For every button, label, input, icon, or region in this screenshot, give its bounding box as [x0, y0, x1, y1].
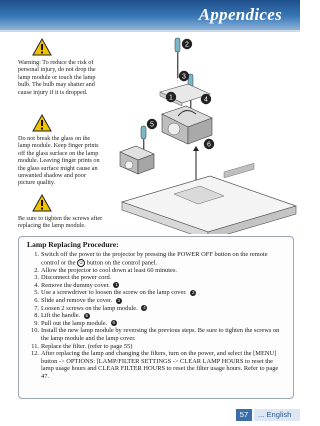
callout-marker-2: [182, 39, 192, 49]
procedure-step: [27, 251, 287, 267]
warning-note-2: [18, 114, 104, 187]
warning-text: Do not break the glass on the lamp module. Keep finger prints off the glass surface on the lamp module. Leaving finger prints on the glass surface might cause an unwanted shadow and poor picture quality.: [18, 135, 100, 187]
language-label: ... English: [254, 409, 300, 421]
step-text: Slide and remove the cover.: [41, 297, 113, 305]
lamp-replacement-illustration: [112, 34, 302, 234]
step-number: 5.: [34, 289, 39, 297]
warning-note-3: [18, 194, 104, 230]
header-divider: [0, 30, 300, 32]
svg-text:5: 5: [150, 121, 154, 129]
power-icon: ⏻: [77, 259, 85, 267]
step-number: 9.: [34, 319, 39, 327]
procedure-step: [27, 350, 287, 380]
step-marker: 5: [85, 312, 89, 318]
procedure-step: [27, 327, 287, 342]
svg-text:3: 3: [182, 73, 186, 81]
step-text: Lift the handle.: [41, 312, 81, 320]
step-text: button on the control panel.: [86, 259, 158, 267]
step-number: 8.: [34, 312, 39, 320]
procedure-steps: [27, 251, 287, 381]
warning-note-1: [18, 38, 104, 96]
callout-marker-3: [179, 71, 189, 81]
procedure-step: [27, 305, 287, 313]
procedure-title: Lamp Replacing Procedure:: [27, 240, 119, 249]
step-number: 6.: [34, 297, 39, 305]
warning-text: Warning: To reduce the risk of personal injury, do not drop the lamp module or touch the lamp bulb. The bulb may shatter and cause injury if it is dropped.: [18, 59, 96, 96]
step-marker: 3: [117, 297, 121, 303]
procedure-step: [27, 289, 287, 297]
warning-icon: [32, 114, 52, 132]
warning-text: Be sure to tighten the screws after replacing the lamp module.: [18, 215, 103, 230]
step-marker: 4: [143, 305, 146, 311]
callout-marker-6: [204, 139, 214, 149]
procedure-step: [27, 320, 287, 328]
step-text: Pull out the lamp module.: [41, 319, 108, 327]
lamp-module: [162, 106, 212, 144]
procedure-step: [27, 267, 287, 275]
svg-text:6: 6: [207, 141, 211, 149]
projector-body: [122, 163, 296, 234]
step-number: 1.: [34, 251, 39, 258]
procedure-step: [27, 282, 287, 290]
callout-marker-5: [147, 119, 157, 129]
step-number: 10.: [31, 327, 39, 335]
step-marker: 6: [112, 320, 116, 326]
callout-marker-4: [201, 94, 211, 104]
step-number: 11.: [31, 342, 39, 350]
header-bar: [0, 0, 300, 30]
step-marker: 1: [115, 282, 118, 288]
svg-text:1: 1: [169, 94, 173, 102]
step-text: Switch off the power to the projector by pressing the POWER OFF button on the remote control or the: [41, 251, 268, 267]
step-text: Disconnect the power cord.: [41, 274, 112, 282]
step-marker: 2: [192, 289, 195, 295]
lamp-procedure-box: [18, 236, 294, 399]
step-number: 4.: [34, 281, 39, 289]
step-text: After replacing the lamp and changing the filters, turn on the power, and select the [MENU] button -> OPTIONS: [LAMP/FILTER SETTINGS -> CLEAR LAMP HOURS to reset the lamp usage hours and CLEAR FILTER HOURS to reset the filter usage hours. Refer to page 47.: [41, 350, 279, 380]
step-text: Loosen 2 screws on the lamp module.: [41, 304, 138, 312]
step-text: Replace the filter. (refer to page 55): [41, 342, 133, 350]
step-text: Remove the dummy cover.: [41, 281, 110, 289]
callout-marker-1: [166, 92, 176, 102]
warning-icon: [32, 38, 52, 56]
step-number: 7.: [34, 304, 39, 312]
procedure-step: [27, 274, 287, 282]
step-number: 12.: [31, 350, 39, 358]
page-number: 57: [236, 409, 252, 421]
procedure-step: [27, 297, 287, 305]
page-title: Appendices: [198, 5, 282, 24]
step-text: Use a screwdriver to loosen the screw on the lamp cover.: [41, 289, 187, 297]
step-text: Install the new lamp module by reversing the previous steps. Be sure to tighten the screws on the lamp module and the lamp cover.: [41, 327, 280, 342]
step-number: 3.: [34, 274, 39, 282]
warning-icon: [32, 194, 52, 212]
removed-lamp: [120, 146, 154, 174]
svg-text:2: 2: [185, 41, 189, 49]
procedure-step: [27, 343, 287, 351]
step-text: Allow the projector to cool down at least 60 minutes.: [41, 266, 177, 274]
procedure-step: [27, 312, 287, 320]
svg-text:4: 4: [204, 96, 208, 104]
step-number: 2.: [34, 266, 39, 274]
